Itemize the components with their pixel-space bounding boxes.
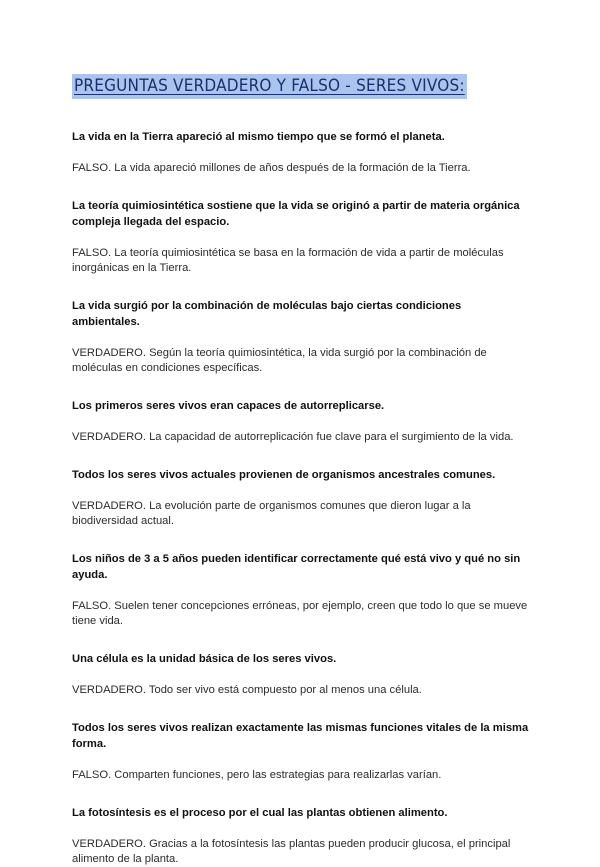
question-text: La fotosíntesis es el proceso por el cual las plantas obtienen alimento.: [72, 807, 448, 819]
answer-text: FALSO. Suelen tener concepciones erróneas, por ejemplo, creen que todo lo que se mueve tiene vida.: [72, 600, 528, 627]
qa-item-8: [72, 720, 530, 783]
qa-item-7: [72, 651, 530, 698]
question-text: Una célula es la unidad básica de los seres vivos.: [72, 653, 337, 665]
answer-text: VERDADERO. Todo ser vivo está compuesto por al menos una célula.: [72, 684, 422, 696]
qa-item-5: [72, 467, 530, 529]
answer-text: FALSO. La vida apareció millones de años después de la formación de la Tierra.: [72, 162, 471, 174]
answer-text: VERDADERO. La capacidad de autorreplicación fue clave para el surgimiento de la vida.: [72, 431, 514, 443]
question-text: Los niños de 3 a 5 años pueden identificar correctamente qué está vivo y qué no sin ayuda.: [72, 553, 521, 581]
answer-text: VERDADERO. Según la teoría quimiosintética, la vida surgió por la combinación de moléculas en condiciones específicas.: [72, 347, 487, 374]
answer-text: FALSO. Comparten funciones, pero las estrategias para realizarlas varían.: [72, 769, 442, 781]
question-text: La vida surgió por la combinación de moléculas bajo ciertas condiciones ambientales.: [72, 300, 462, 328]
question-text: Los primeros seres vivos eran capaces de autorreplicarse.: [72, 400, 385, 412]
title-wrap: [72, 74, 530, 99]
question-text: Todos los seres vivos realizan exactamente las mismas funciones vitales de la misma forma.: [72, 722, 529, 750]
answer-text: FALSO. La teoría quimiosintética se basa en la formación de vida a partir de moléculas inorgánicas en la Tierra.: [72, 247, 504, 274]
qa-item-9: [72, 805, 530, 867]
qa-item-3: [72, 298, 530, 376]
qa-item-1: [72, 129, 530, 176]
question-text: Todos los seres vivos actuales provienen de organismos ancestrales comunes.: [72, 469, 496, 481]
qa-item-2: [72, 198, 530, 276]
qa-item-4: [72, 398, 530, 445]
qa-item-6: [72, 551, 530, 629]
page-title: PREGUNTAS VERDADERO Y FALSO - SERES VIVOS:: [72, 74, 467, 99]
answer-text: VERDADERO. La evolución parte de organismos comunes que dieron lugar a la biodiversidad actual.: [72, 500, 471, 527]
question-text: La vida en la Tierra apareció al mismo tiempo que se formó el planeta.: [72, 131, 445, 143]
question-text: La teoría quimiosintética sostiene que la vida se originó a partir de materia orgánica compleja llegada del espacio.: [72, 200, 520, 228]
answer-text: VERDADERO. Gracias a la fotosíntesis las plantas pueden producir glucosa, el principal alimento de la planta.: [72, 838, 511, 865]
